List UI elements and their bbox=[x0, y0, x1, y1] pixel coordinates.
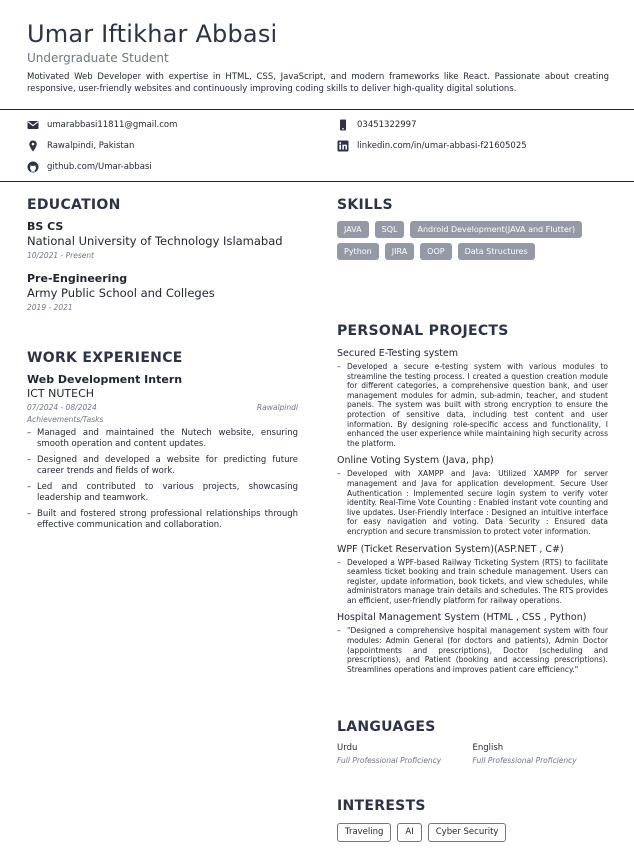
skill-chip: OOP bbox=[420, 243, 451, 260]
languages-heading: LANGUAGES bbox=[337, 719, 436, 735]
email-text: umarabbasi11811@gmail.com bbox=[47, 120, 178, 130]
github-text: github.com/Umar-abbasi bbox=[47, 162, 152, 172]
job-location: Rawalpindi bbox=[256, 403, 298, 412]
language-name: Urdu bbox=[337, 743, 358, 753]
project-description: – Developed with XAMPP and Java: Utilized XAMPP for server management and Java for application development. Secure User Authentication : Implemented secure login system to verify voter identity. Real-Time Vote Counting : Enabled instant vote counting and live updates. User-Friendly Interface : Designed an intuitive interface for easy navigation and voting. Data Security : Ensured data encryption and secure transmission to protect voter information. bbox=[337, 469, 608, 536]
project-entry bbox=[337, 612, 608, 674]
resume-header bbox=[27, 20, 609, 95]
phone-text: 03451322997 bbox=[357, 120, 417, 130]
languages-section bbox=[337, 719, 608, 765]
skills-list bbox=[337, 221, 608, 260]
job-bullets bbox=[27, 428, 298, 531]
skill-chip: JAVA bbox=[337, 221, 369, 238]
project-entry bbox=[337, 455, 608, 536]
education-school: National University of Technology Islamabad bbox=[27, 234, 283, 248]
education-section bbox=[27, 197, 298, 312]
contact-divider bbox=[0, 181, 634, 182]
skill-chip: SQL bbox=[375, 221, 405, 238]
header-divider bbox=[0, 109, 634, 110]
interest-tag: Traveling bbox=[337, 823, 391, 842]
job-company: ICT NUTECH bbox=[27, 387, 95, 400]
skill-chip: Android Development(JAVA and Flutter) bbox=[410, 221, 582, 238]
interests-list bbox=[337, 823, 608, 842]
contact-github[interactable] bbox=[27, 161, 152, 173]
project-entry bbox=[337, 348, 608, 448]
education-item bbox=[27, 272, 298, 312]
language-level: Full Professional Proficiency bbox=[337, 756, 442, 765]
contact-location bbox=[27, 140, 134, 152]
job-meta bbox=[27, 403, 298, 412]
projects-section bbox=[337, 323, 608, 674]
project-description: – "Designed a comprehensive hospital management system with four modules: Admin General (for doctors and patients), Admin Doctor (appointments and prescriptions), Doctor (scheduling and prescriptions), and Patient (booking and accessing prescriptions). Streamlines operations and improves patient care efficiency." bbox=[337, 626, 608, 674]
skill-chip: Data Structures bbox=[458, 243, 535, 260]
job-bullet: – Built and fostered strong professional relationships through effective communication and collaboration. bbox=[27, 509, 298, 531]
education-degree: Pre-Engineering bbox=[27, 272, 128, 285]
work-experience-heading: WORK EXPERIENCE bbox=[27, 350, 183, 366]
project-name: WPF (Ticket Reservation System)(ASP.NET , C#) bbox=[337, 543, 564, 555]
job-bullet: – Led and contributed to various projects, showcasing leadership and teamwork. bbox=[27, 482, 298, 504]
project-name: Online Voting System (Java, php) bbox=[337, 455, 494, 467]
language-name: English bbox=[472, 743, 504, 753]
skills-section bbox=[337, 197, 608, 260]
candidate-title: Undergraduate Student bbox=[27, 51, 169, 65]
contact-linkedin[interactable] bbox=[337, 140, 527, 152]
email-icon bbox=[27, 119, 39, 131]
project-description: – Developed a WPF-based Railway Ticketing System (RTS) to facilitate seamless ticket booking and train schedule management. Users can register, update information, book tickets, and view schedules, while administrators manage train details and schedules. The RTS provides an efficient, user-friendly platform for railway operations. bbox=[337, 558, 608, 606]
job-role: Web Development Intern bbox=[27, 373, 183, 386]
job-bullet: – Managed and maintained the Nutech website, ensuring smooth operation and content updates. bbox=[27, 428, 298, 450]
project-name: Secured E-Testing system bbox=[337, 348, 459, 359]
interest-tag: Cyber Security bbox=[428, 823, 507, 842]
interest-tag: AI bbox=[397, 823, 421, 842]
languages-list bbox=[337, 743, 608, 765]
job-date: 07/2024 - 08/2024 bbox=[27, 403, 97, 412]
linkedin-icon bbox=[337, 140, 349, 152]
language-item bbox=[473, 743, 609, 765]
language-item bbox=[337, 743, 473, 765]
project-entry bbox=[337, 544, 608, 606]
candidate-name: Umar Iftikhar Abbasi bbox=[27, 20, 278, 48]
github-icon bbox=[27, 161, 39, 173]
language-level: Full Professional Proficiency bbox=[472, 756, 577, 765]
education-school: Army Public School and Colleges bbox=[27, 286, 215, 300]
education-date: 10/2021 - Present bbox=[27, 251, 95, 260]
skill-chip: Python bbox=[337, 243, 379, 260]
interests-heading: INTERESTS bbox=[337, 798, 426, 814]
skills-heading: SKILLS bbox=[337, 197, 393, 213]
education-heading: EDUCATION bbox=[27, 197, 121, 213]
contact-phone[interactable] bbox=[337, 119, 417, 131]
job-bullet: – Designed and developed a website for predicting future career trends and fields of work. bbox=[27, 455, 298, 477]
job-subheading: Achievements/Tasks bbox=[27, 415, 104, 424]
education-item bbox=[27, 220, 298, 260]
phone-icon bbox=[337, 119, 349, 131]
job-entry bbox=[27, 373, 298, 531]
work-experience-section bbox=[27, 350, 298, 536]
projects-heading: PERSONAL PROJECTS bbox=[337, 323, 509, 339]
location-text: Rawalpindi, Pakistan bbox=[47, 141, 135, 151]
location-pin-icon bbox=[27, 140, 39, 152]
interests-section bbox=[337, 798, 608, 842]
project-description: – Developed a secure e-testing system with various modules to streamline the testing process. I created a question creation module for different categories, a comprehensive question bank, and user management modules for admin, sub-admin, teacher, and student panels. The system was built with strong encryption to ensure the protection of sensitive data, including test content and user information. By designing role-specific access and functionality, I enhanced the user experience while maintaining high security across the platform. bbox=[337, 362, 608, 448]
project-name: Hospital Management System (HTML , CSS , Python) bbox=[337, 612, 587, 624]
education-degree: BS CS bbox=[27, 220, 64, 233]
linkedin-text: linkedin.com/in/umar-abbasi-f21605025 bbox=[357, 141, 527, 151]
contact-email[interactable] bbox=[27, 119, 177, 131]
professional-summary: Motivated Web Developer with expertise in HTML, CSS, JavaScript, and modern frameworks like React. Passionate about creating responsive, user-friendly websites and continuously improving coding skills to deliver high-quality digital solutions. bbox=[27, 72, 609, 94]
skill-chip: JIRA bbox=[385, 243, 414, 260]
education-date: 2019 - 2021 bbox=[27, 303, 73, 312]
